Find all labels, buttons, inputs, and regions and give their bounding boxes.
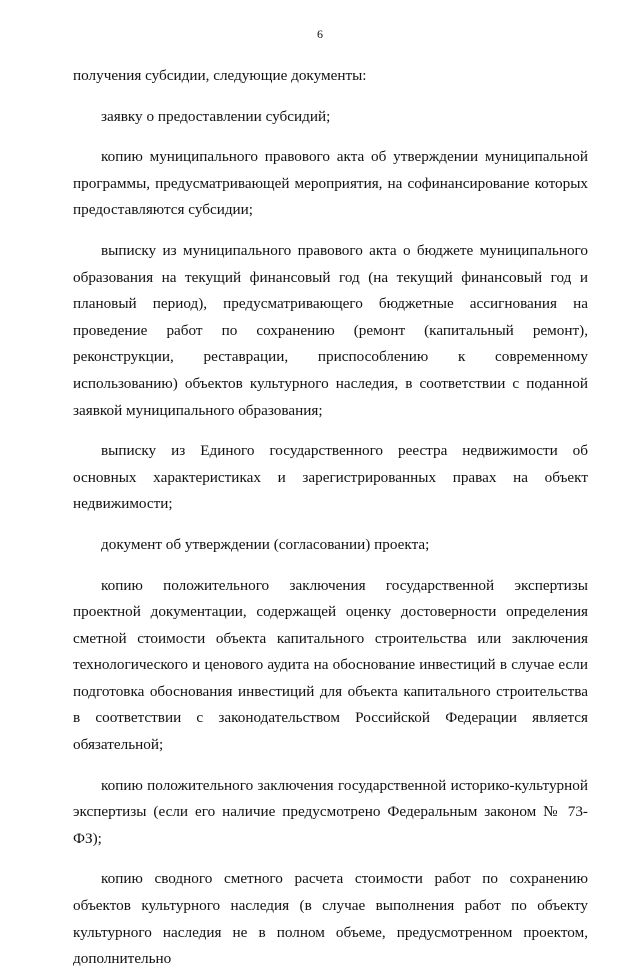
paragraph-cultural-expertise: копию положительного заключения государственной историко-культурной экспертизы (если его наличие предусмотрено Федеральным законом № 73-ФЗ); bbox=[73, 776, 588, 847]
paragraph-application: заявку о предоставлении субсидий; bbox=[101, 107, 331, 125]
page-number: 6 bbox=[317, 27, 323, 41]
paragraph-state-expertise: копию положительного заключения государственной экспертизы проектной документации, содержащей оценку достоверности определения сметной стоимости объекта капитального строительства или заключения технологического и ценового аудита на обоснование инвестиций в случае если подготовка обоснования инвестиций для объекта капитального строительства в соответствии с законодательством Российской Федерации является обязательной; bbox=[73, 576, 588, 754]
paragraph-budget-extract: выписку из муниципального правового акта о бюджете муниципального образования на текущий финансовый год (на текущий финансовый год и плановый период), предусматривающего бюджетные ассигнования на проведение работ по сохранению (ремонт (капитальный ремонт), реконструкции, реставрации, приспособлению к современному использованию) объектов культурного наследия, в соответствии с поданной заявкой муниципального образования; bbox=[73, 241, 588, 419]
paragraph-intro: получения субсидии, следующие документы: bbox=[73, 67, 367, 84]
paragraph-registry-extract: выписку из Единого государственного реестра недвижимости об основных характеристиках и зарегистрированных правах на объект недвижимости; bbox=[73, 442, 588, 513]
paragraph-project-approval: документ об утверждении (согласовании) проекта; bbox=[101, 535, 430, 553]
paragraph-estimate: копию сводного сметного расчета стоимости работ по сохранению объектов культурного наследия (в случае выполнения работ по объекту культурного наследия не в полном объеме, предусмотренном проектом, дополнительно bbox=[73, 870, 588, 968]
paragraph-program-act: копию муниципального правового акта об утверждении муниципальной программы, предусматривающей мероприятия, на софинансирование которых предоставляются субсидии; bbox=[73, 148, 588, 219]
document-body bbox=[73, 63, 588, 973]
